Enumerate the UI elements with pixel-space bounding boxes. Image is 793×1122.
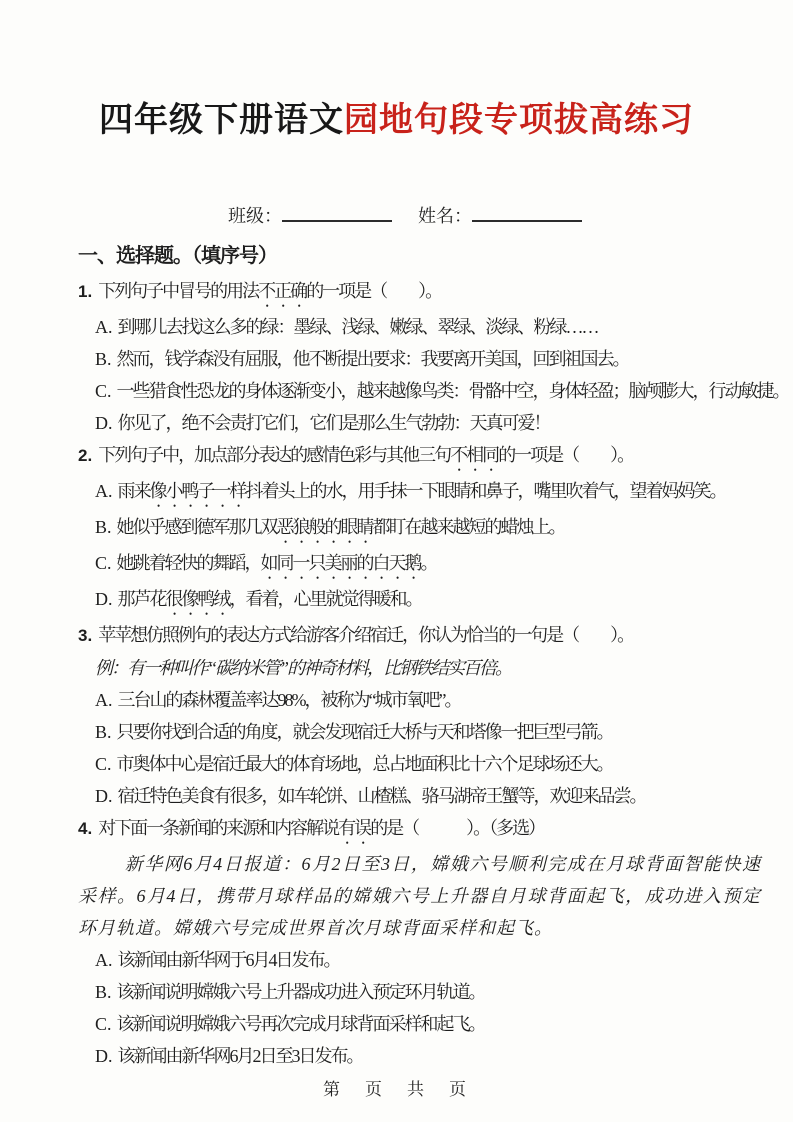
- class-label: 班级：: [228, 206, 282, 226]
- option-label: B.: [95, 349, 112, 369]
- question-4: [0, 812, 793, 1072]
- question-2-option-c: [95, 547, 793, 583]
- option-text-emphasized: 像小鸭子一样: [149, 481, 246, 501]
- page-footer: 第 页 共 页: [323, 1080, 470, 1099]
- option-text-post: 都盯在越来越短的蜡烛上。: [372, 517, 565, 537]
- stem-text-post: 的一项是（ ）。: [306, 281, 442, 301]
- option-label: A.: [95, 690, 113, 710]
- question-1-option-a: [95, 311, 793, 343]
- option-text-pre: 雨来: [117, 481, 150, 501]
- page-title: [0, 0, 793, 144]
- question-2-option-b: [95, 511, 793, 547]
- stem-text-post: 的是（ ）。（多选）: [370, 818, 545, 838]
- stem-text-pre: 对下面一条新闻的来源和内容解说: [98, 818, 339, 838]
- option-text: 该新闻由新华网6月2日至3日发布。: [117, 1046, 363, 1066]
- option-label: B.: [95, 517, 112, 537]
- option-text: 然而，钱学森没有屈服，他不断提出要求：我要离开美国，回到祖国去。: [116, 349, 629, 369]
- question-3-option-a: [95, 684, 793, 716]
- question-4-option-d: [95, 1040, 793, 1072]
- question-3: [0, 619, 793, 812]
- option-label: D.: [95, 413, 113, 433]
- option-label: C.: [95, 1014, 112, 1034]
- option-text: 该新闻说明嫦娥六号再次完成月球背面采样和起飞。: [116, 1014, 485, 1034]
- option-text: 宿迁特色美食有很多，如车轮饼、山楂糕、骆马湖帝王蟹等，欢迎来品尝。: [117, 786, 646, 806]
- question-1-option-d: [95, 407, 793, 439]
- option-text: 市奥体中心是宿迁最大的体育场地，总占地面积比十六个足球场还大。: [116, 754, 613, 774]
- stem-text-emphasized: 不正确: [258, 281, 307, 301]
- option-text: 你见了，绝不会责打它们，它们是那么生气勃勃：天真可爱！: [117, 413, 550, 433]
- question-number: 3.: [78, 626, 93, 645]
- question-1-option-b: [95, 343, 793, 375]
- option-text-post: ，看着，心里就觉得暖和。: [229, 589, 422, 609]
- question-3-stem: [78, 619, 793, 652]
- question-list: [0, 275, 793, 1072]
- stem-text-emphasized: 不相同: [450, 445, 499, 465]
- option-text-pre: 她似乎感到德军那几双: [116, 517, 277, 537]
- stem-text: 苹苹想仿照例句的表达方式给游客介绍宿迁，你认为恰当的一句是（ ）。: [98, 625, 634, 645]
- option-text-emphasized: 恶狼般的眼睛: [276, 517, 373, 537]
- option-text: 三台山的森林覆盖率达98%，被称为“城市氧吧”。: [117, 690, 461, 710]
- option-text: 只要你找到合适的角度，就会发现宿迁大桥与天和塔像一把巨型弓箭。: [116, 722, 613, 742]
- question-number: 4.: [78, 819, 93, 838]
- option-label: B.: [95, 982, 112, 1002]
- question-3-example-sentence: 例：有一种叫作“碳纳米管”的神奇材料，比钢铁结实百倍。: [95, 658, 512, 678]
- question-2: [0, 439, 793, 619]
- question-2-option-d: [95, 583, 793, 619]
- option-text-emphasized: 很像鸭绒: [165, 589, 230, 609]
- option-label: D.: [95, 1046, 113, 1066]
- option-text: 该新闻说明嫦娥六号上升器成功进入预定环月轨道。: [116, 982, 485, 1002]
- class-blank-line: [282, 200, 392, 222]
- option-label: B.: [95, 722, 112, 742]
- option-text-post: 。: [420, 553, 437, 573]
- option-text-post: 抖着头上的水，用手抹一下眼睛和鼻子，嘴里吹着气，望着妈妈笑。: [245, 481, 726, 501]
- question-1-option-c: [95, 375, 793, 407]
- option-text: 到哪儿去找这么多的绿：墨绿、浅绿、嫩绿、翠绿、淡绿、粉绿……: [117, 317, 598, 337]
- option-text-pre: 她跳着轻快的舞蹈，: [116, 553, 261, 573]
- question-4-option-a: [95, 944, 793, 976]
- question-4-news-paragraph: 新华网6月4日报道：6月2日至3日，嫦娥六号顺利完成在月球背面智能快速采样。6月4日，携带月球样品的嫦娥六号上升器自月球背面起飞，成功进入预定环月轨道。嫦娥六号完成世界首次月球背面采样和起飞。: [78, 854, 761, 938]
- student-info-row: [228, 200, 793, 229]
- option-label: C.: [95, 553, 112, 573]
- stem-text-post: 的一项是（ ）。: [498, 445, 634, 465]
- option-label: A.: [95, 481, 113, 501]
- name-label: 姓名：: [418, 206, 472, 226]
- title-red-part: 园地句段专项拔高练习: [344, 101, 694, 139]
- stem-text-emphasized: 有误: [338, 818, 371, 838]
- question-4-option-c: [95, 1008, 793, 1040]
- option-label: D.: [95, 589, 113, 609]
- question-3-option-c: [95, 748, 793, 780]
- question-4-option-b: [95, 976, 793, 1008]
- name-blank-line: [472, 200, 582, 222]
- title-black-part: 四年级下册语文: [99, 101, 344, 139]
- option-text: 一些猎食性恐龙的身体逐渐变小，越来越像鸟类：骨骼中空，身体轻盈；脑颅膨大，行动敏捷。: [116, 381, 789, 401]
- option-label: C.: [95, 381, 112, 401]
- question-1: [0, 275, 793, 439]
- question-4-stem: [78, 812, 793, 848]
- option-label: C.: [95, 754, 112, 774]
- question-3-option-d: [95, 780, 793, 812]
- section-heading: 一、选择题。（填序号）: [78, 245, 277, 267]
- stem-text-pre: 下列句子中，加点部分表达的感情色彩与其他三句: [98, 445, 451, 465]
- option-label: A.: [95, 317, 113, 337]
- option-label: A.: [95, 950, 113, 970]
- stem-text-pre: 下列句子中冒号的用法: [98, 281, 259, 301]
- option-text-emphasized: 如同一只美丽的白天鹅: [260, 553, 421, 573]
- question-number: 1.: [78, 282, 93, 301]
- option-text-pre: 那芦花: [117, 589, 166, 609]
- question-3-option-b: [95, 716, 793, 748]
- question-2-option-a: [95, 475, 793, 511]
- question-2-stem: [78, 439, 793, 475]
- question-1-stem: [78, 275, 793, 311]
- question-number: 2.: [78, 446, 93, 465]
- option-text: 该新闻由新华网于6月4日发布。: [117, 950, 340, 970]
- option-label: D.: [95, 786, 113, 806]
